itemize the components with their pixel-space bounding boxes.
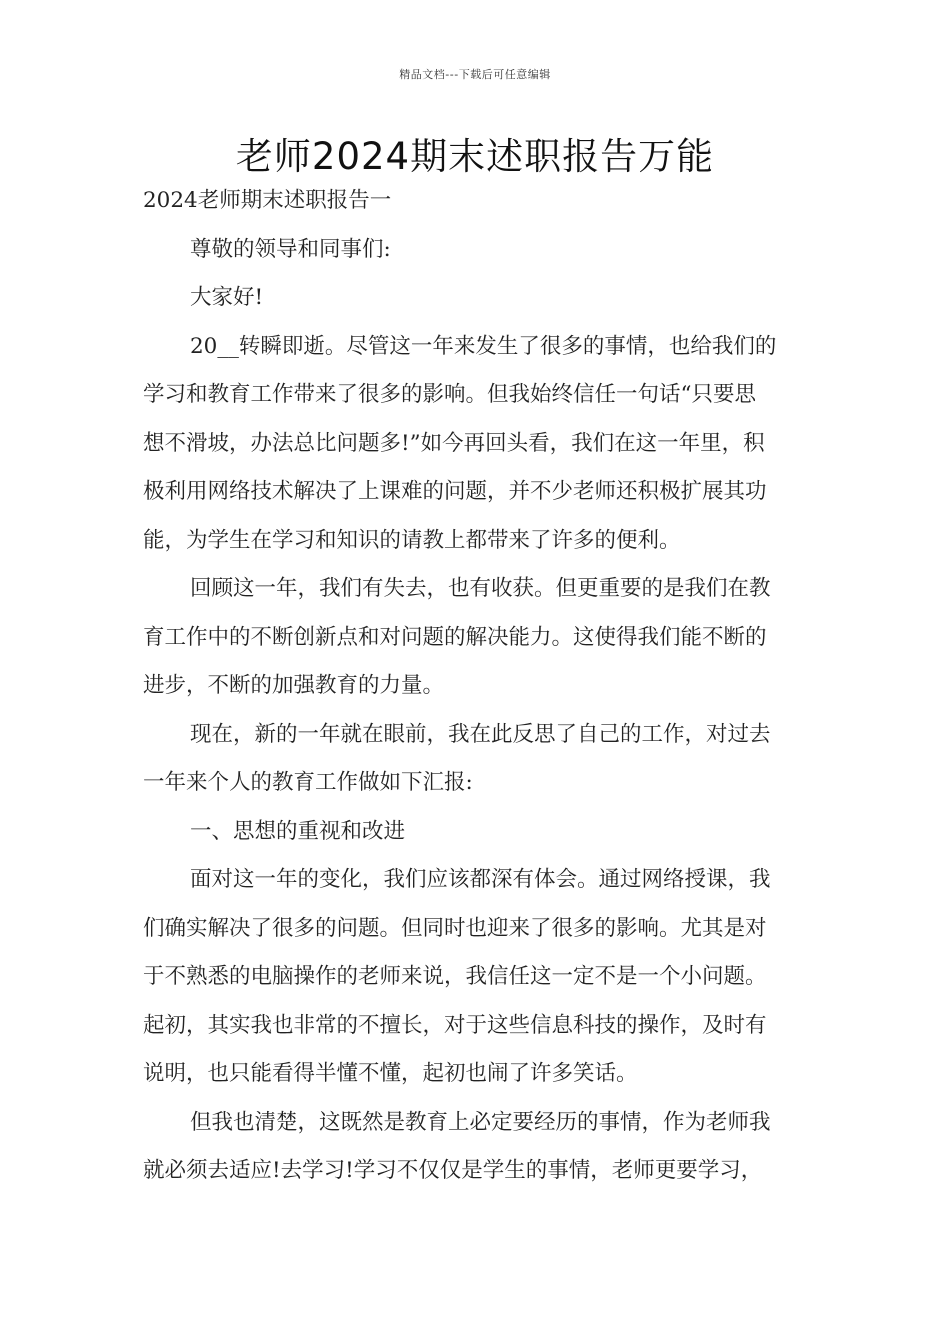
body-line: 一年来个人的教育工作做如下汇报: bbox=[143, 770, 473, 795]
section-heading: 一、思想的重视和改进 bbox=[190, 818, 406, 844]
body-line: 极利用网络技术解决了上课难的问题，并不少老师还积极扩展其功 bbox=[143, 479, 767, 504]
body-line: 大家好! bbox=[190, 285, 264, 310]
body-line: 面对这一年的变化，我们应该都深有体会。通过网络授课，我 bbox=[190, 867, 771, 892]
body-line: 学习和教育工作带来了很多的影响。但我始终信任一句话“只要思 bbox=[143, 382, 756, 407]
body-line: 现在，新的一年就在眼前，我在此反思了自己的工作，对过去 bbox=[190, 721, 771, 747]
body-line: 回顾这一年，我们有失去，也有收获。但更重要的是我们在教 bbox=[190, 576, 771, 601]
body-line: 能，为学生在学习和知识的请教上都带来了许多的便利。 bbox=[143, 527, 681, 553]
body-line: 于不熟悉的电脑操作的老师来说，我信任这一定不是一个小问题。 bbox=[143, 964, 767, 989]
body-line: 但我也清楚，这既然是教育上必定要经历的事情，作为老师我 bbox=[190, 1109, 771, 1135]
body-line: 20__转瞬即逝。尽管这一年来发生了很多的事情，也给我们的 bbox=[190, 333, 777, 359]
header-note: 精品文档---下载后可任意编辑 bbox=[399, 68, 551, 81]
body-line: 起初，其实我也非常的不擅长，对于这些信息科技的操作，及时有 bbox=[143, 1012, 767, 1038]
body-line: 们确实解决了很多的问题。但同时也迎来了很多的影响。尤其是对 bbox=[143, 915, 767, 941]
body-line: 尊敬的领导和同事们: bbox=[190, 236, 391, 262]
body-line: 2024老师期末述职报告一 bbox=[143, 188, 392, 213]
body-line: 育工作中的不断创新点和对问题的解决能力。这使得我们能不断的 bbox=[143, 624, 767, 650]
document-body bbox=[143, 177, 823, 1196]
body-line: 进步，不断的加强教育的力量。 bbox=[143, 673, 445, 698]
body-line: 想不滑坡，办法总比问题多!”如今再回头看，我们在这一年里，积 bbox=[143, 430, 765, 456]
body-line: 说明，也只能看得半懂不懂，起初也闹了许多笑话。 bbox=[143, 1061, 638, 1086]
document-title: 老师2024期末述职报告万能 bbox=[235, 135, 715, 178]
body-line: 就必须去适应!去学习!学习不仅仅是学生的事情，老师更要学习， bbox=[143, 1158, 763, 1183]
